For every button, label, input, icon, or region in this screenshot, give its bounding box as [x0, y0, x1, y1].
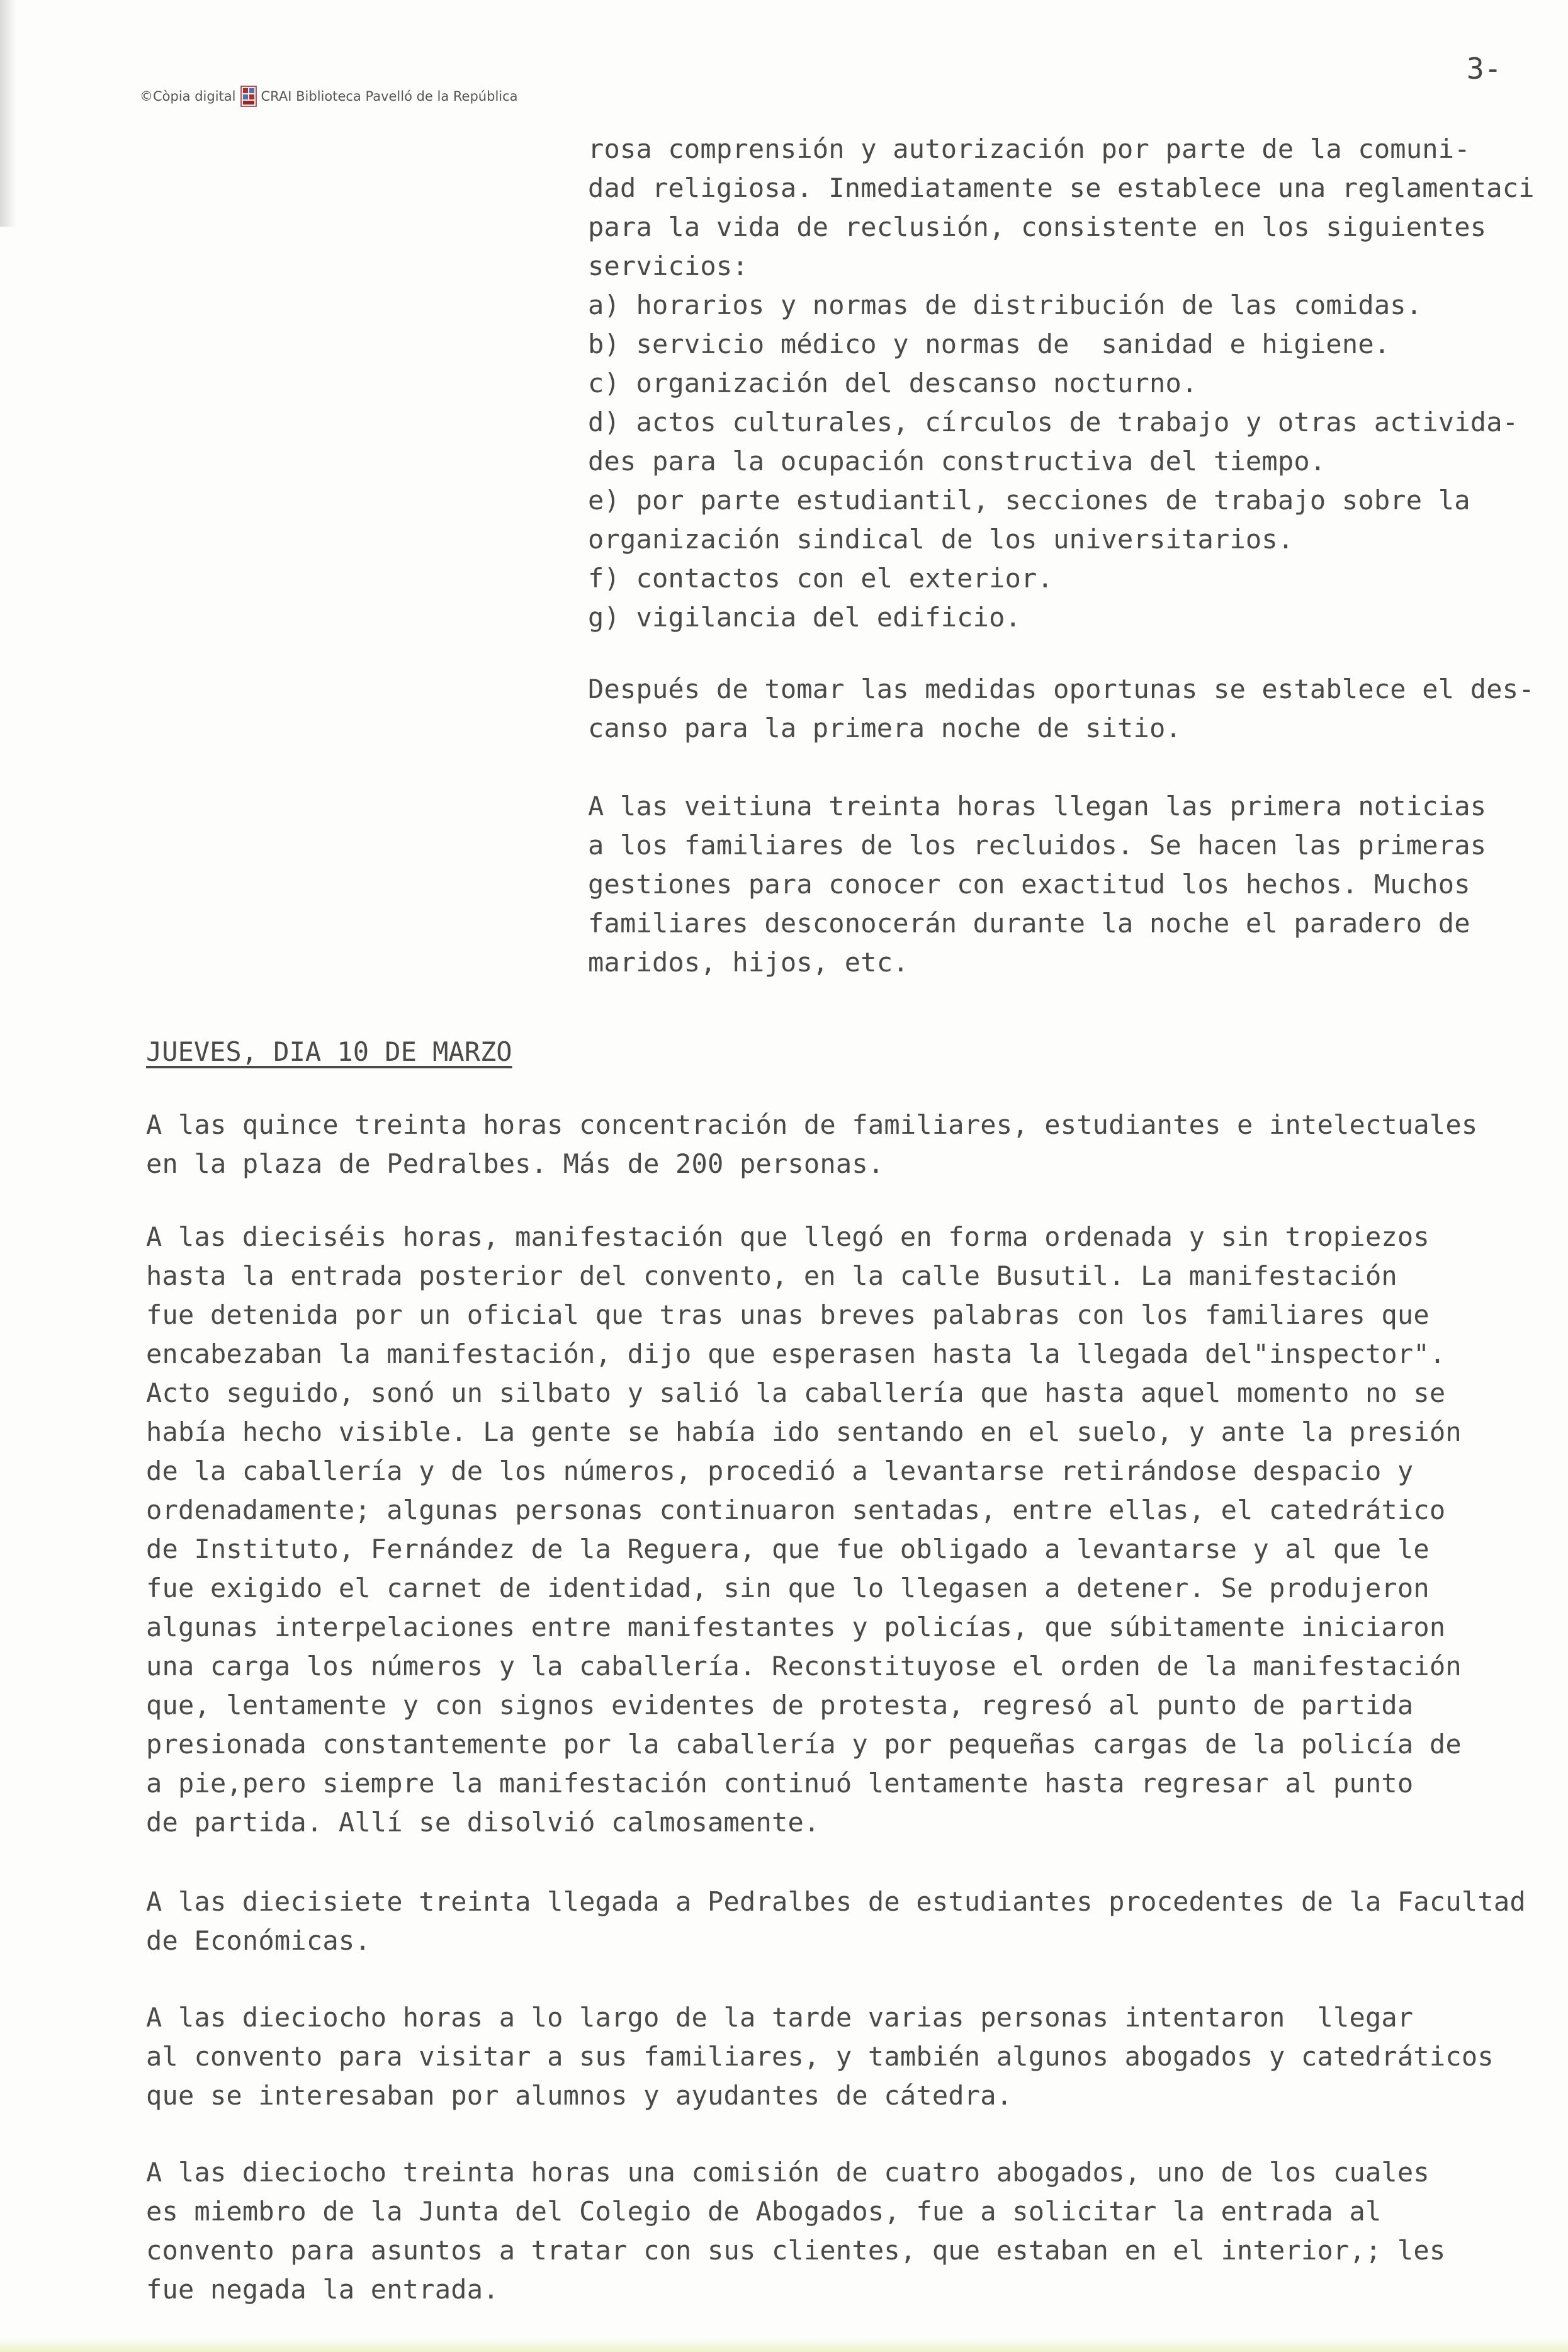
day-heading: JUEVES, DIA 10 DE MARZO	[146, 1036, 512, 1067]
body-paragraph: A las dieciocho horas a lo largo de la tarde varias personas intentaron llegar al convento para visitar a sus familiares, y también algunos abogados y catedráticos que se interesaban por alumnos y ayudantes de cátedra.	[146, 2002, 1494, 2111]
reclusion-services-list: rosa comprensión y autorización por parte de la comuni- dad religiosa. Inmediatamente se establece una reglamentaci para la vida de reclusión, consistente en los siguientes servicios: a) horarios y normas de distribución de las comidas. b) servicio médico y normas de sanidad e higiene. c) organización del descanso nocturno. d) actos culturales, círculos de trabajo y otras activida- des para la ocupación constructiva del tiempo. e) por parte estudiantil, secciones de trabajo sobre la organización sindical de los universitarios. f) contactos con el exterior. g) vigilancia del edificio.	[588, 133, 1535, 633]
body-paragraph: A las dieciocho treinta horas una comisión de cuatro abogados, uno de los cuales es miembro de la Junta del Colegio de Abogados, fue a solicitar la entrada al convento para asuntos a tratar con sus clientes, que estaban en el interior,; les fue negada la entrada.	[146, 2157, 1446, 2305]
body-paragraph: A las quince treinta horas concentración de familiares, estudiantes e intelectuales en la plaza de Pedralbes. Más de 200 personas.	[146, 1109, 1478, 1179]
page-number: 3-	[1467, 52, 1502, 86]
paragraph-after-measures: Después de tomar las medidas oportunas se establece el des- canso para la primera noche de sitio.	[588, 674, 1535, 743]
watermark-institution: CRAI Biblioteca Pavelló de la República	[261, 89, 518, 104]
scan-shadow-edge	[0, 0, 16, 227]
body-paragraph: A las dieciséis horas, manifestación que llegó en forma ordenada y sin tropiezos hasta la entrada posterior del convento, en la calle Busutil. La manifestación fue detenida por un oficial que tras unas breves palabras con los familiares que encabezaban la manifestación, dijo que esperasen hasta la llegada del"inspector". Acto seguido, sonó un silbato y salió la caballería que hasta aquel momento no se había hecho visible. La gente se había ido sentando en el suelo, y ante la presión de la caballería y de los números, procedió a levantarse retirándose despacio y ordenadamente; algunas personas continuaron sentadas, entre ellas, el catedrático de Instituto, Fernández de la Reguera, que fue obligado a levantarse y al que le fue exigido el carnet de identidad, sin que lo llegasen a detener. Se produjeron algunas interpelaciones entre manifestantes y policías, que súbitamente iniciaron una carga los números y la caballería. Reconstituyose el orden de la manifestación que, lentamente y con signos evidentes de protesta, regresó al punto de partida presionada constantemente por la caballería y por pequeñas cargas de la policía de a pie,pero siempre la manifestación continuó lentamente hasta regresar al punto de partida. Allí se disolvió calmosamente.	[146, 1221, 1462, 1838]
digital-copy-watermark	[140, 86, 518, 107]
paragraph-night-news: A las veitiuna treinta horas llegan las primera noticias a los familiares de los recluidos. Se hacen las primeras gestiones para conocer con exactitud los hechos. Muchos familiares desconocerán durante la noche el paradero de maridos, hijos, etc.	[588, 791, 1487, 978]
body-paragraph: A las diecisiete treinta llegada a Pedralbes de estudiantes procedentes de la Facultad de Económicas.	[146, 1886, 1526, 1956]
watermark-prefix: ©Còpia digital	[140, 89, 236, 104]
crai-library-logo-icon	[240, 86, 257, 107]
scan-bottom-edge	[0, 2338, 1568, 2352]
